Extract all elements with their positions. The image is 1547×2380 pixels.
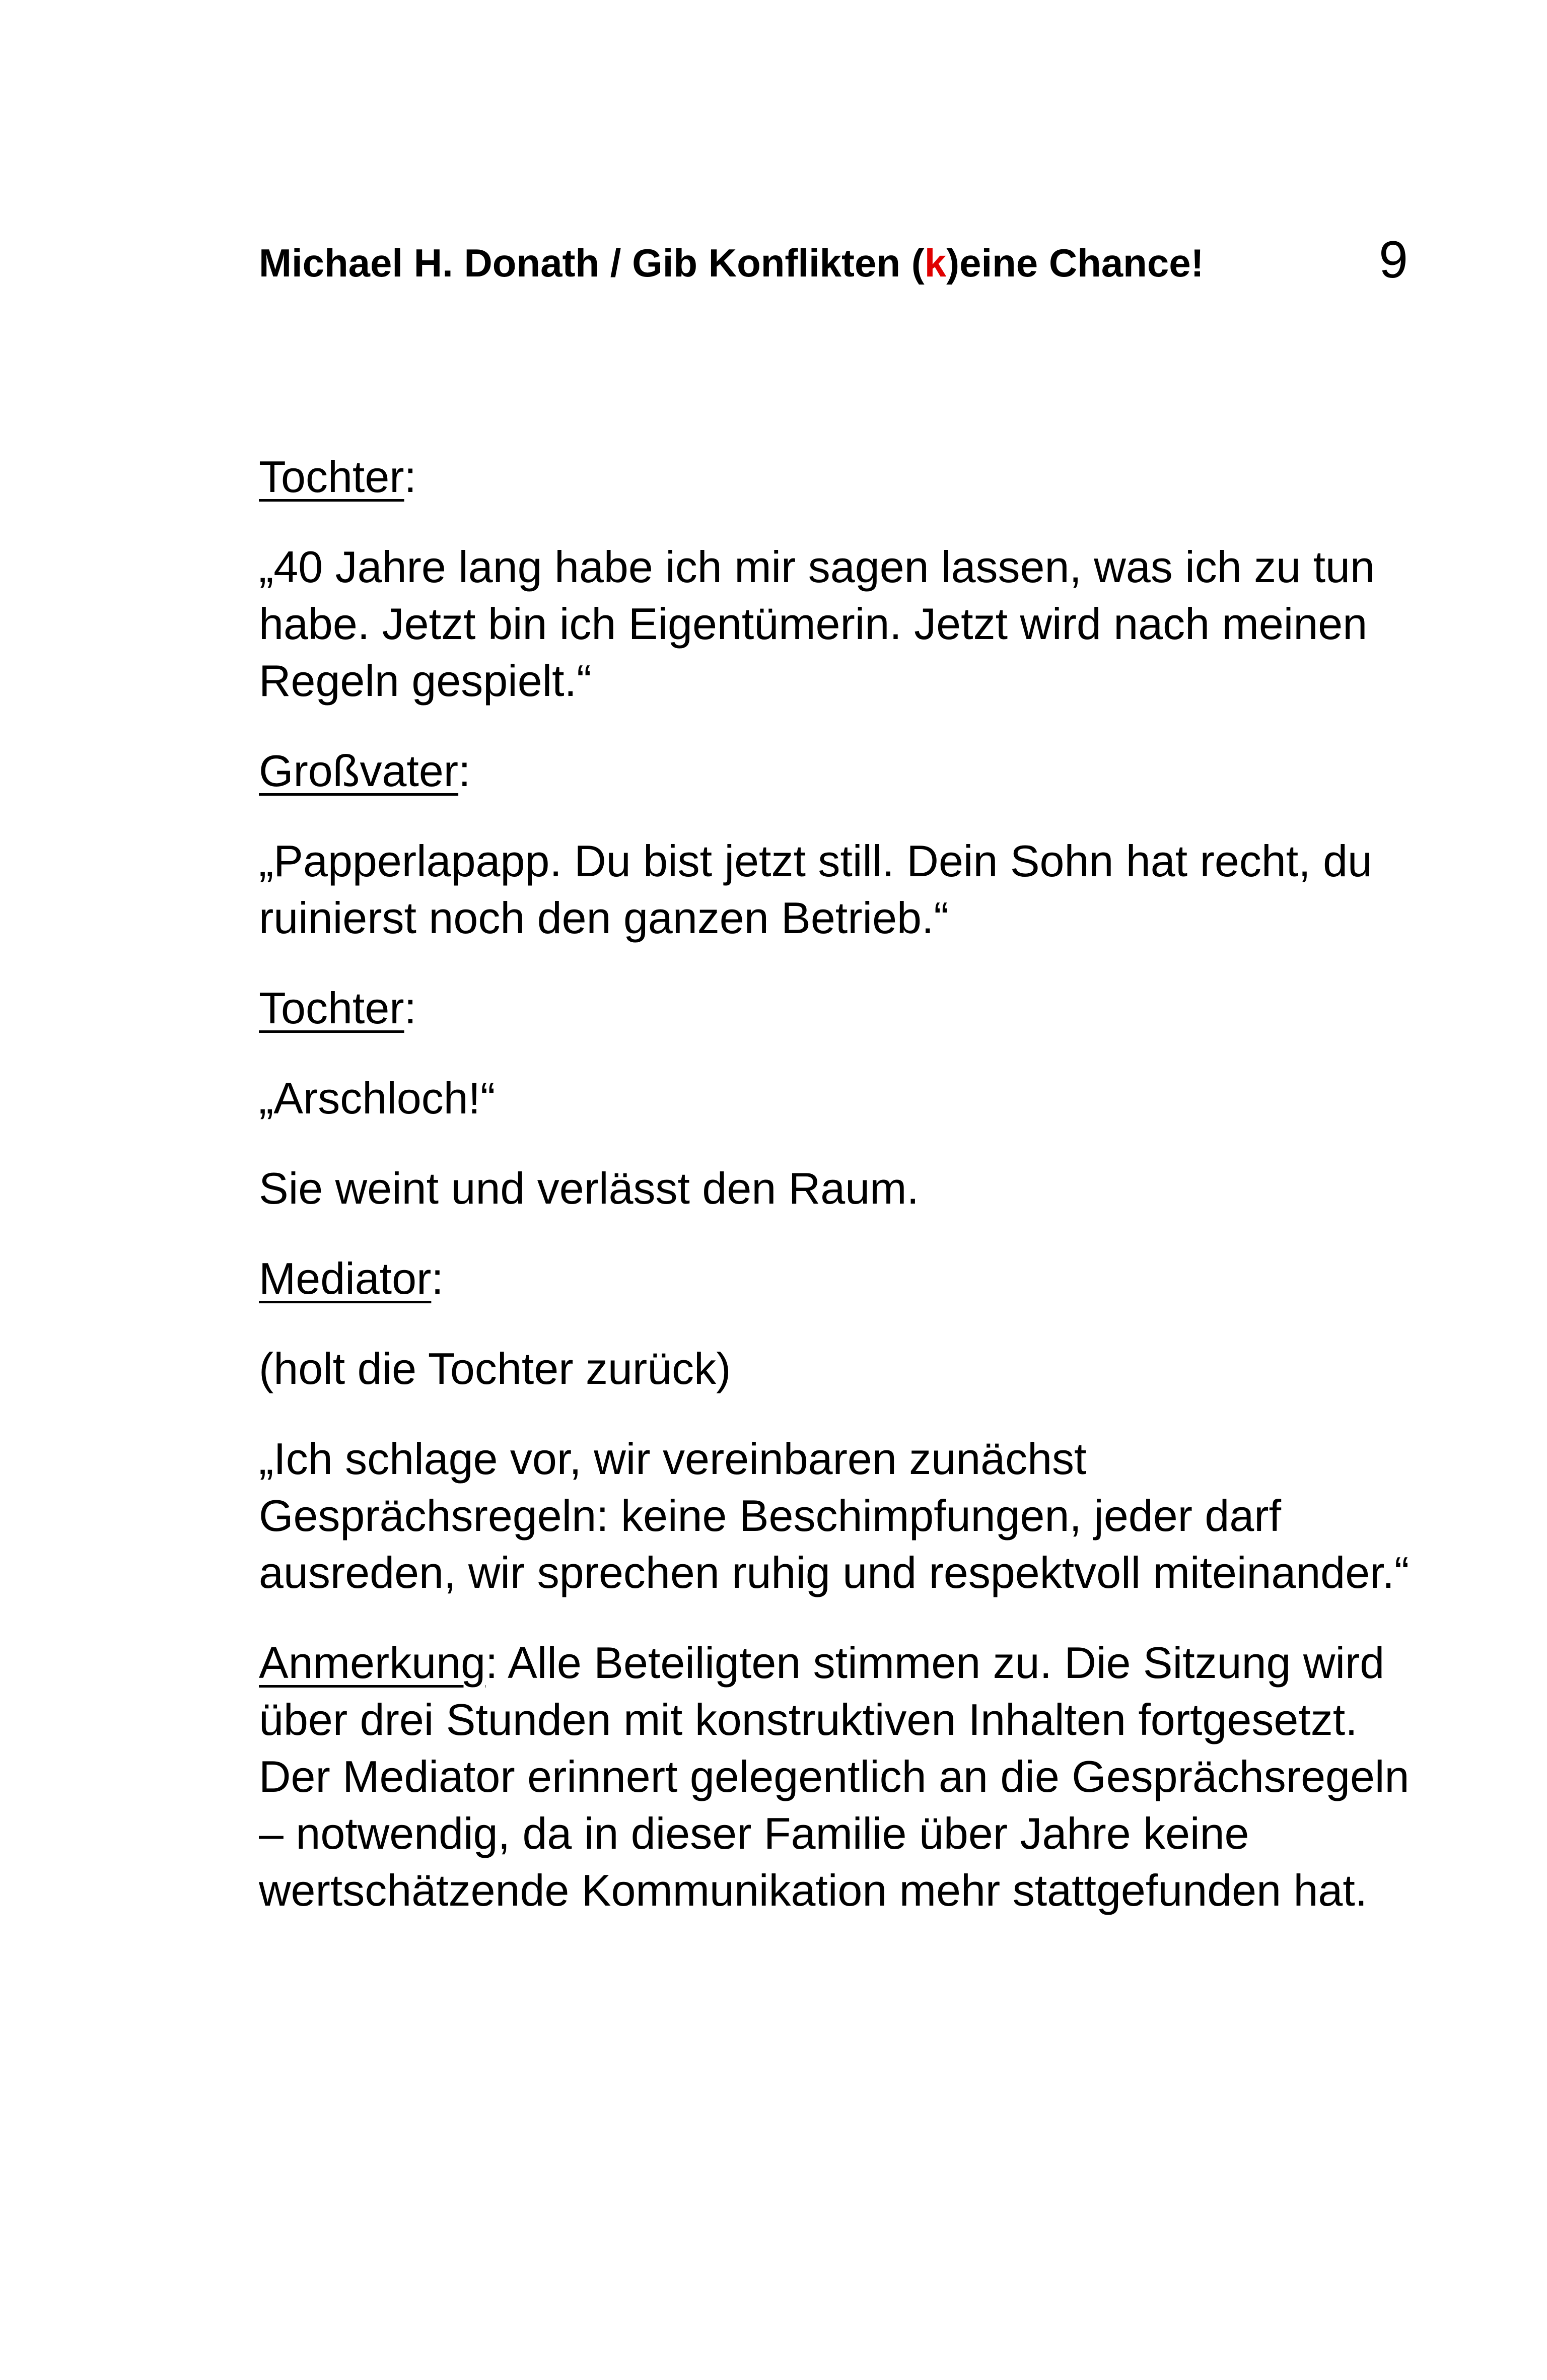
narration-paragraph: Sie weint und verlässt den Raum. [259, 1163, 919, 1213]
dialogue-paragraph: „40 Jahre lang habe ich mir sagen lassen, was ich zu tun habe. Jetzt bin ich Eigentümerin. Jetzt wird nach meinen Regeln gespielt.“ [259, 542, 1375, 706]
speaker-label: Tochter [259, 983, 404, 1033]
note-label: Anmerkung [259, 1638, 486, 1688]
running-title-suffix: )eine Chance! [946, 241, 1204, 285]
note-separator: : [485, 1638, 508, 1688]
note-paragraph [259, 1634, 1412, 1919]
page-number: 9 [1379, 231, 1408, 289]
speaker-line [259, 742, 1412, 799]
speaker-separator: : [458, 746, 471, 796]
page-body [259, 448, 1412, 1952]
speaker-label: Großvater [259, 746, 459, 796]
dialogue-paragraph: „Papperlapapp. Du bist jetzt still. Dein Sohn hat recht, du ruinierst noch den ganzen Betrieb.“ [259, 836, 1372, 943]
running-title-prefix: Michael H. Donath / Gib Konflikten ( [259, 241, 925, 285]
speaker-line [259, 448, 1412, 505]
speaker-separator: : [404, 452, 417, 502]
speaker-separator: : [431, 1253, 444, 1303]
speaker-line [259, 1250, 1412, 1307]
running-title-accent: k [924, 241, 947, 285]
page-header [259, 233, 1412, 293]
speaker-label: Mediator [259, 1253, 432, 1303]
speaker-separator: : [404, 983, 417, 1033]
dialogue-paragraph: „Ich schlage vor, wir vereinbaren zunächst Gesprächsregeln: keine Beschimpfungen, jeder darf ausreden, wir sprechen ruhig und respektvoll miteinander.“ [259, 1434, 1410, 1597]
dialogue-paragraph: „Arschloch!“ [259, 1073, 496, 1123]
running-title [259, 233, 1204, 293]
stage-direction: (holt die Tochter zurück) [259, 1344, 731, 1393]
speaker-line [259, 979, 1412, 1036]
speaker-label: Tochter [259, 452, 404, 502]
note-text: Alle Beteiligten stimmen zu. Die Sitzung wird über drei Stunden mit konstruktiven Inhalten fortgesetzt. Der Mediator erinnert gelegentlich an die Gesprächsregeln – notwendig, da in dieser Familie über Jahre keine wertschätzende Kommunikation mehr stattgefunden hat. [259, 1638, 1410, 1915]
